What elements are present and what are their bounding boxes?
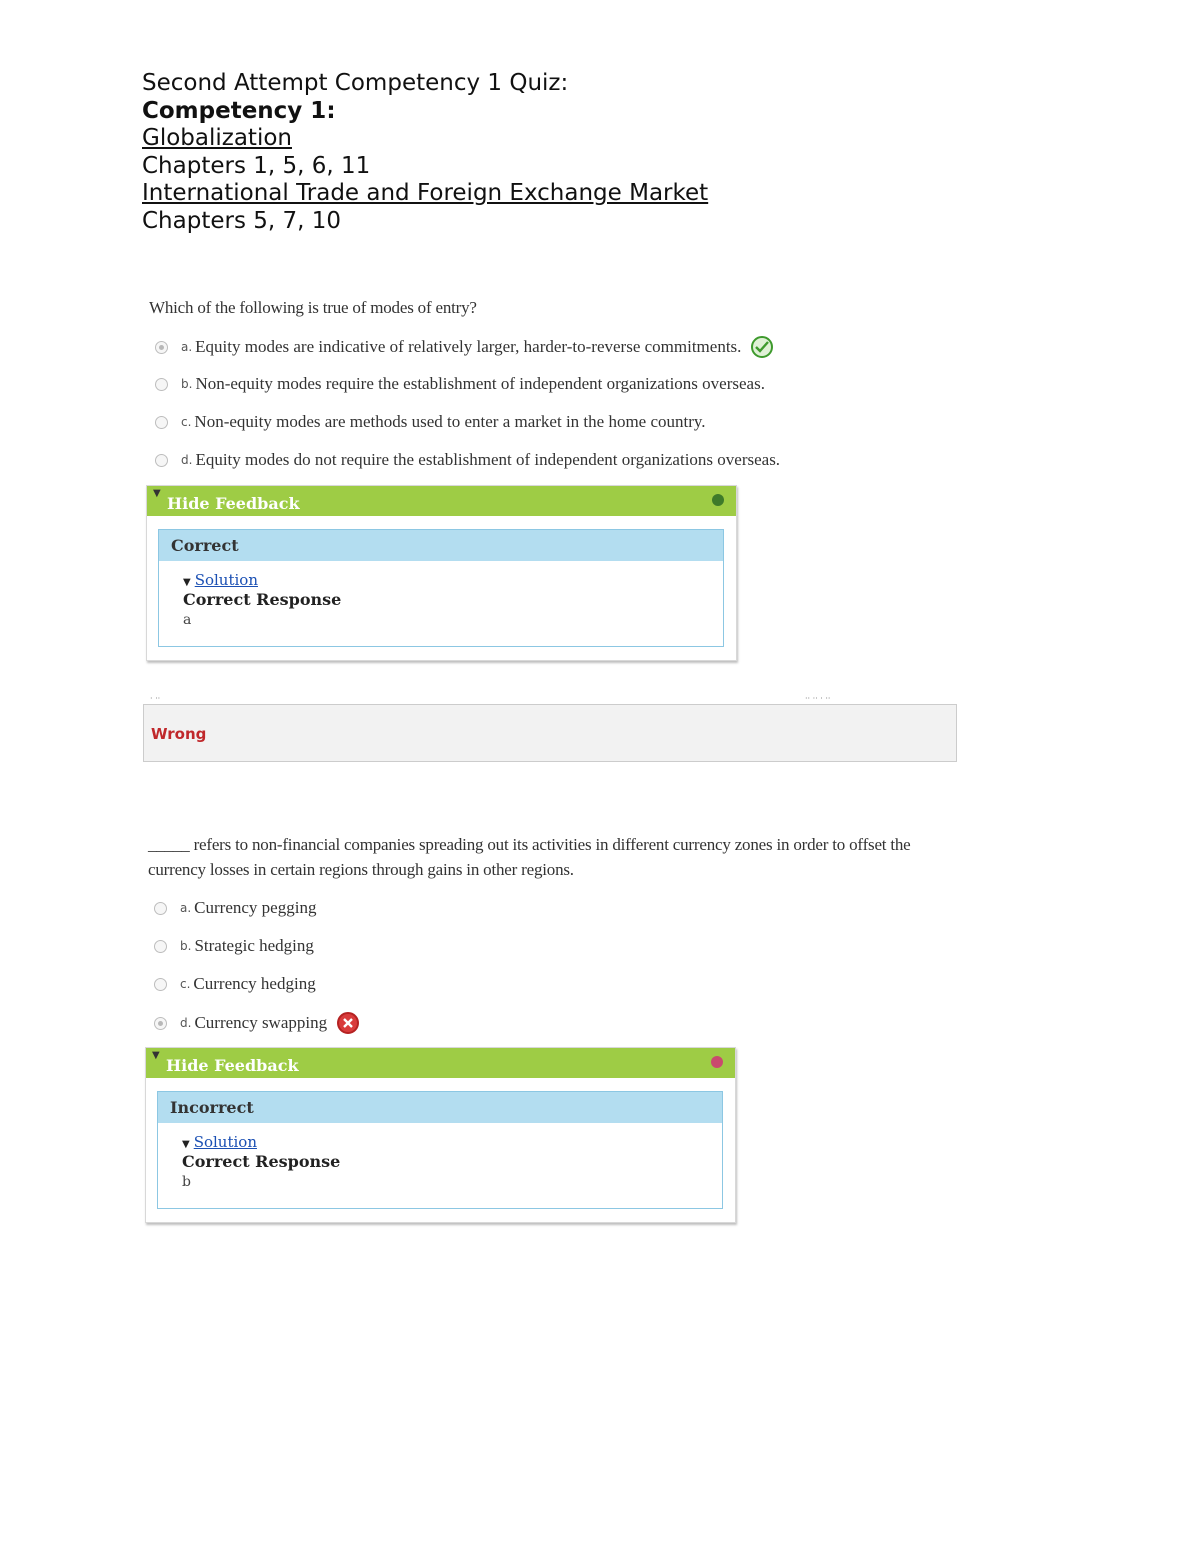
document-title: Second Attempt Competency 1 Quiz: bbox=[142, 70, 569, 96]
document-header bbox=[142, 70, 708, 235]
question-2-option-c[interactable] bbox=[154, 974, 316, 994]
option-label: Non-equity modes are methods used to enter a market in the home country. bbox=[194, 412, 706, 431]
option-label: Currency hedging bbox=[193, 974, 316, 993]
wrong-label: Wrong bbox=[151, 725, 207, 743]
competency-heading: Competency 1: bbox=[142, 97, 336, 124]
hide-feedback-label: Hide Feedback bbox=[166, 1056, 299, 1075]
option-letter: d. bbox=[181, 453, 193, 467]
option-label: Currency pegging bbox=[194, 898, 317, 917]
collapse-triangle-icon: ▼ bbox=[152, 1050, 160, 1061]
option-label: Non-equity modes require the establishment of independent organizations overseas. bbox=[195, 374, 765, 393]
correct-response-answer: a bbox=[183, 612, 192, 628]
question-2-option-a[interactable] bbox=[154, 898, 316, 918]
option-letter: d. bbox=[180, 1016, 192, 1030]
feedback-status: Incorrect bbox=[158, 1092, 722, 1123]
feedback-panel-1 bbox=[146, 485, 737, 661]
radio-button[interactable] bbox=[155, 416, 168, 429]
solution-row bbox=[182, 1133, 722, 1151]
cropped-text-fragment: · ·· bbox=[150, 694, 161, 703]
question-1-option-a[interactable] bbox=[155, 336, 773, 358]
solution-link[interactable]: Solution bbox=[194, 571, 258, 589]
incorrect-status-icon bbox=[711, 1056, 723, 1068]
incorrect-x-icon bbox=[337, 1012, 359, 1034]
question-2-text-line2: currency losses in certain regions through gains in other regions. bbox=[148, 860, 574, 879]
question-2-text-line1: refers to non-financial companies spreading out its activities in different currency zones in order to offset the bbox=[189, 835, 911, 854]
correct-status-icon bbox=[712, 494, 724, 506]
chapters-international-trade: Chapters 5, 7, 10 bbox=[142, 207, 342, 234]
question-2-option-b[interactable] bbox=[154, 936, 314, 956]
option-letter: a. bbox=[181, 340, 193, 354]
option-label: Currency swapping bbox=[194, 1013, 328, 1032]
option-letter: a. bbox=[180, 901, 192, 915]
solution-link[interactable]: Solution bbox=[193, 1133, 257, 1151]
question-2-blank: _____ bbox=[148, 835, 190, 854]
collapse-triangle-icon: ▼ bbox=[153, 488, 161, 499]
correct-response-answer: b bbox=[182, 1174, 191, 1190]
radio-button[interactable] bbox=[155, 378, 168, 391]
radio-button[interactable] bbox=[154, 902, 167, 915]
chapters-globalization: Chapters 1, 5, 6, 11 bbox=[142, 152, 371, 179]
option-letter: b. bbox=[180, 939, 192, 953]
question-2-text bbox=[148, 835, 911, 855]
option-letter: c. bbox=[181, 415, 192, 429]
option-label: Equity modes do not require the establishment of independent organizations overseas. bbox=[195, 450, 781, 469]
expand-triangle-icon: ▼ bbox=[183, 577, 191, 588]
question-1-text: Which of the following is true of modes of entry? bbox=[149, 298, 477, 317]
feedback-panel-2 bbox=[145, 1047, 736, 1223]
radio-button[interactable] bbox=[154, 978, 167, 991]
correct-response-label: Correct Response bbox=[183, 590, 342, 609]
correct-check-icon bbox=[751, 336, 773, 358]
question-1-option-c[interactable] bbox=[155, 412, 706, 432]
solution-row bbox=[183, 571, 723, 589]
feedback-content bbox=[158, 529, 724, 647]
option-label: Strategic hedging bbox=[194, 936, 314, 955]
hide-feedback-toggle[interactable] bbox=[146, 1048, 735, 1078]
question-2-option-d[interactable] bbox=[154, 1012, 359, 1034]
hide-feedback-toggle[interactable] bbox=[147, 486, 736, 516]
option-letter: b. bbox=[181, 377, 193, 391]
question-1-option-d[interactable] bbox=[155, 450, 780, 470]
hide-feedback-label: Hide Feedback bbox=[167, 494, 300, 513]
option-label: Equity modes are indicative of relatively larger, harder-to-reverse commitments. bbox=[195, 337, 742, 356]
wrong-banner bbox=[143, 704, 957, 762]
expand-triangle-icon: ▼ bbox=[182, 1139, 190, 1150]
question-1-option-b[interactable] bbox=[155, 374, 765, 394]
topic-international-trade: International Trade and Foreign Exchange Market bbox=[142, 180, 709, 206]
radio-button[interactable] bbox=[154, 1017, 167, 1030]
option-letter: c. bbox=[180, 977, 191, 991]
cropped-text-fragment: ·· ·· · ·· bbox=[805, 694, 831, 703]
topic-globalization: Globalization bbox=[142, 125, 292, 151]
radio-button[interactable] bbox=[154, 940, 167, 953]
feedback-status: Correct bbox=[159, 530, 723, 561]
feedback-content bbox=[157, 1091, 723, 1209]
correct-response-label: Correct Response bbox=[182, 1152, 341, 1171]
radio-button[interactable] bbox=[155, 454, 168, 467]
radio-button[interactable] bbox=[155, 341, 168, 354]
